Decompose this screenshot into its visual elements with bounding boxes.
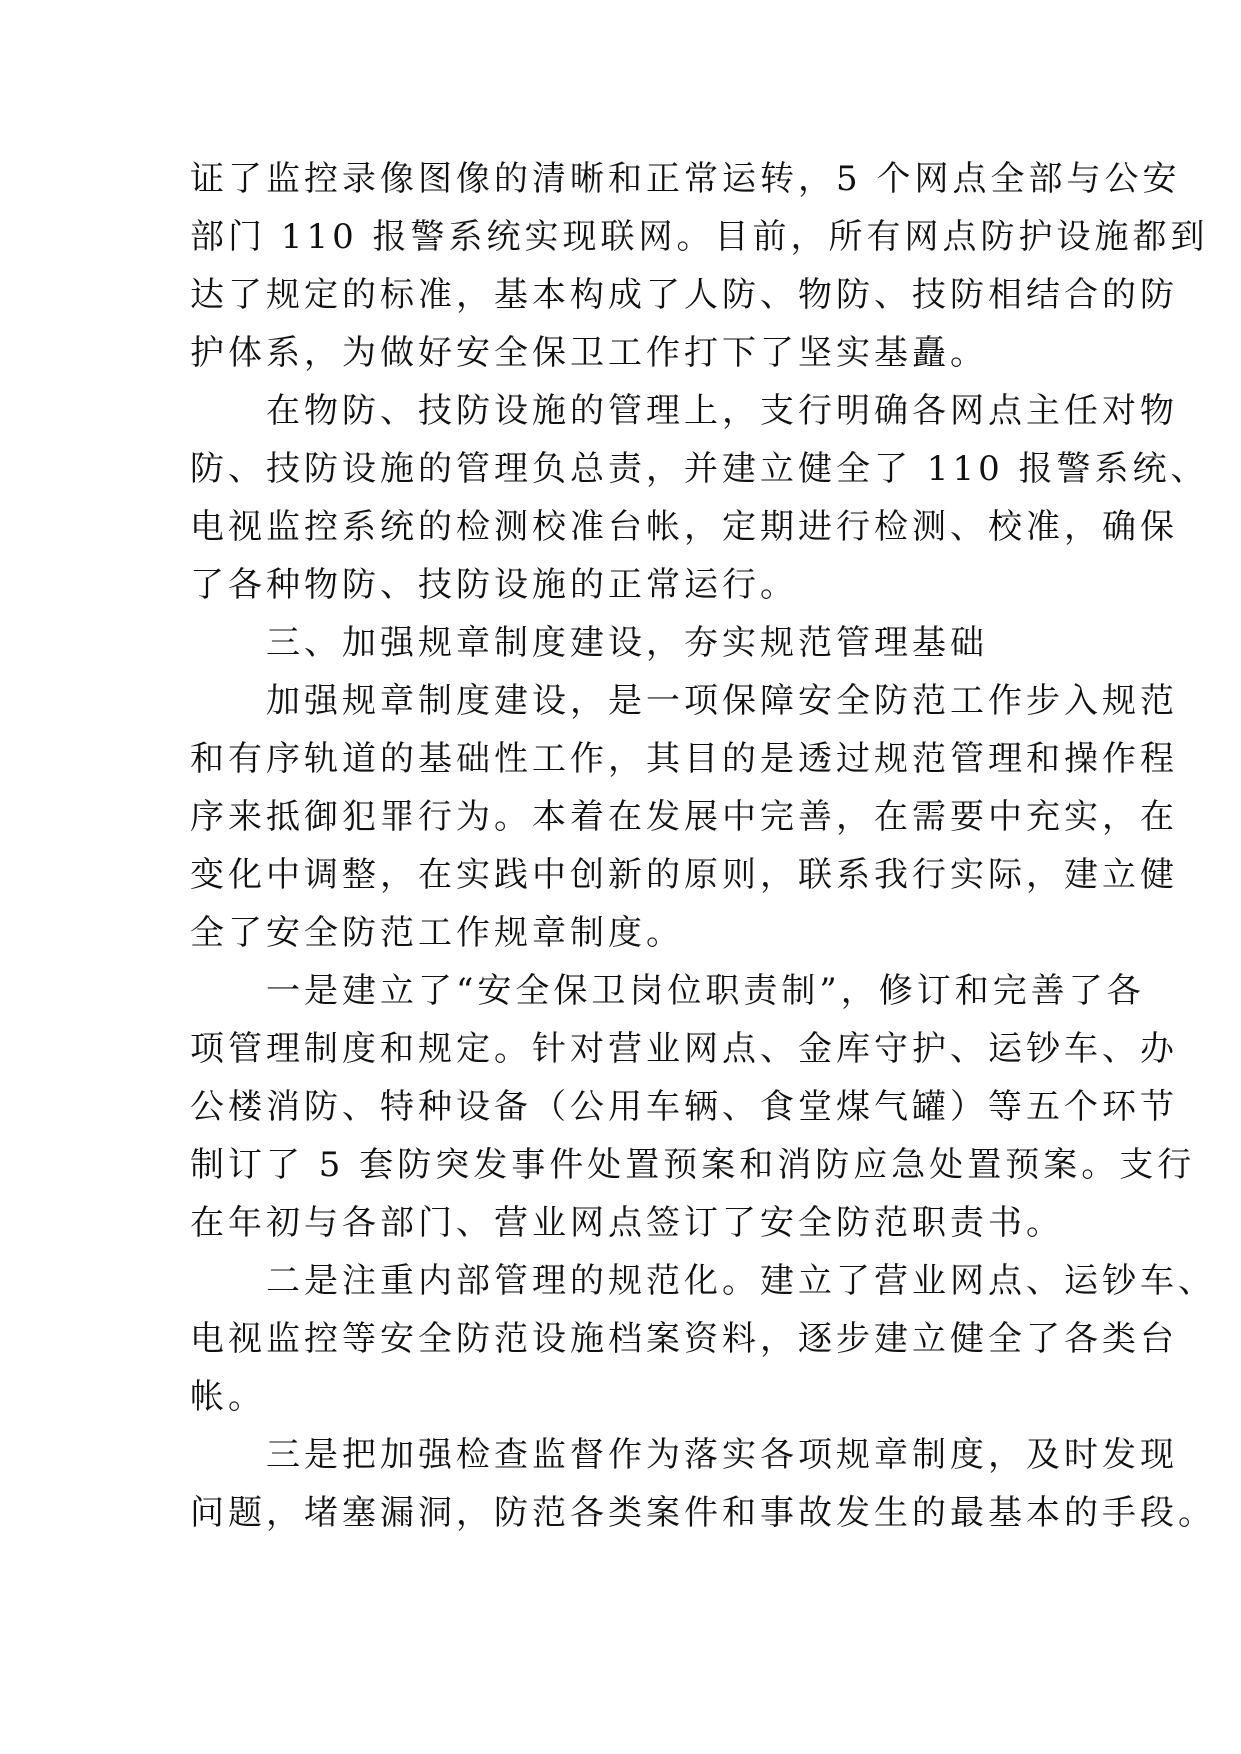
text-line: 达了规定的标准，基本构成了人防、物防、技防相结合的防 [190,275,1178,315]
text-line: 加强规章制度建设，是一项保障安全防范工作步入规范 [190,681,1178,721]
document-body [190,150,1216,1542]
text-line: 证了监控录像图像的清晰和正常运转，5 个网点全部与公安 [190,159,1181,199]
text-line: 在物防、技防设施的管理上，支行明确各网点主任对物 [190,391,1178,431]
text-line: 项管理制度和规定。针对营业网点、金库守护、运钞车、办 [190,1029,1178,1069]
text-line: 在年初与各部门、营业网点签订了安全防范职责书。 [190,1203,1064,1243]
text-line: 和有序轨道的基础性工作，其目的是透过规范管理和操作程 [190,739,1178,779]
text-line: 二是注重内部管理的规范化。建立了营业网点、运钞车、 [190,1261,1216,1301]
section-heading: 三、加强规章制度建设，夯实规范管理基础 [190,623,988,663]
text-line: 电视监控系统的检测校准台帐，定期进行检测、校准，确保 [190,507,1178,547]
text-line: 制订了 5 套防突发事件处置预案和消防应急处置预案。支行 [190,1145,1196,1185]
text-line: 全了安全防范工作规章制度。 [190,913,684,953]
text-line: 帐。 [190,1377,266,1417]
text-line: 一是建立了“安全保卫岗位职责制”，修订和完善了各 [190,971,1145,1011]
text-line: 了各种物防、技防设施的正常运行。 [190,565,798,605]
text-line: 三是把加强检查监督作为落实各项规章制度，及时发现 [190,1435,1178,1475]
text-line: 公楼消防、特种设备（公用车辆、食堂煤气罐）等五个环节 [190,1087,1178,1127]
text-line: 序来抵御犯罪行为。本着在发展中完善，在需要中充实，在 [190,797,1178,837]
text-line: 部门 110 报警系统实现联网。目前，所有网点防护设施都到 [190,217,1209,257]
text-line: 变化中调整，在实践中创新的原则，联系我行实际，建立健 [190,855,1178,895]
text-line: 防、技防设施的管理负总责，并建立健全了 110 报警系统、 [190,449,1209,489]
text-line: 电视监控等安全防范设施档案资料，逐步建立健全了各类台 [190,1319,1178,1359]
text-line: 问题，堵塞漏洞，防范各类案件和事故发生的最基本的手段。 [190,1493,1216,1533]
text-line: 护体系，为做好安全保卫工作打下了坚实基矗。 [190,333,988,373]
